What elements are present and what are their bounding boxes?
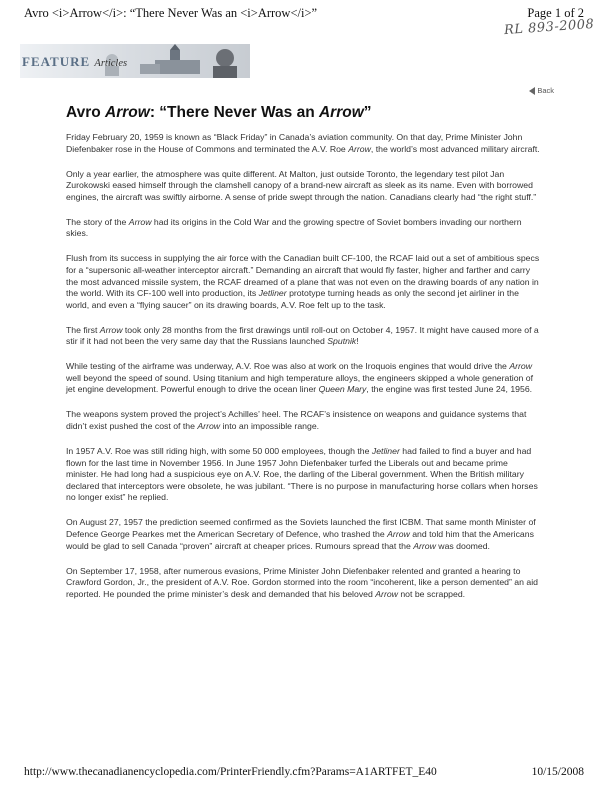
text-run: The story of the xyxy=(66,216,129,227)
print-footer-url: http://www.thecanadianencyclopedia.com/PrinterFriendly.cfm?Params=A1ARTFET_E40 xyxy=(24,766,437,778)
text-run: Flush from its success in supplying the air force with the Canadian built CF-100, the RCAF laid out a set of ambitious specs for a “supersonic all-weather interceptor aircraft.” Demanding an aircraft that would fly faster, higher and farther and carry the most advanced missile system, the RCAF dreamed of a plane that was not even on the drawing boards of any nation in the world. With its CF-100 well into production, its xyxy=(66,253,540,299)
text-run: not be scrapped. xyxy=(397,588,466,599)
text-run: In 1957 A.V. Roe was still riding high, with some 50 000 employees, though the xyxy=(66,446,372,457)
text-run-italic: Sputnik xyxy=(327,336,357,347)
text-run: and told him that the Americans would be glad to sell Canada “proven” aircraft at cheaper prices. Rumours spread that the xyxy=(66,528,534,551)
text-run: had failed to find a buyer and had flown for the last time in November 1956. In June 1957 John Diefenbaker turfed the Liberals out and became prime minister. He had long had a suspicious eye on A.V. Roe, the darling of the Liberal government. When the British military declared that interceptors were obsolete, he was jubilant. “There is no purpose in manufacturing horse collars when horses no longer exist” he replied. xyxy=(66,446,538,503)
article-paragraph xyxy=(66,325,542,348)
text-run-italic: Arrow xyxy=(387,528,410,539)
article-paragraph xyxy=(66,409,542,432)
text-run: The weapons system proved the project’s Achilles’ heel. The RCAF’s insistence on weapons and guidance systems that didn’t exist pushed the cost of the xyxy=(66,409,527,432)
text-run: was doomed. xyxy=(435,540,490,551)
text-run-italic: Jetliner xyxy=(371,446,400,457)
article-title xyxy=(66,104,542,122)
text-run: , the engine was first tested June 24, 1956. xyxy=(366,384,533,395)
text-run-italic: Jetliner xyxy=(258,288,287,299)
text-run: Only a year earlier, the atmosphere was quite different. At Malton, just outside Toronto, the legendary test pilot Jan Zurokowski eased himself through the clamshell canopy of a brand-new aircraft as sleek as its name. Even with borrowed engines, the aircraft was swiftly airborne. A sense of pride swept through the nation. Canadians clearly had “the right stuff.” xyxy=(66,168,537,202)
banner-feature-label: FEATURE xyxy=(22,54,91,69)
text-run-italic: Arrow xyxy=(99,324,123,335)
text-run-italic: Queen Mary xyxy=(318,384,367,395)
banner-title xyxy=(22,54,127,70)
text-run: The first xyxy=(66,324,100,335)
article-paragraph xyxy=(66,253,542,311)
text-run: , the world’s most advanced military aircraft. xyxy=(370,143,540,154)
print-header-page-number: Page 1 of 2 xyxy=(527,6,584,20)
title-part: Avro xyxy=(66,104,106,121)
text-run: While testing of the airframe was underway, A.V. Roe was also at work on the Iroquois engines that would drive the xyxy=(66,361,510,372)
handwritten-note: RL 893-2008 xyxy=(503,16,595,39)
text-run: prototype turning heads as only the second jet airliner in the world, and even a “flying saucer” on its drawing boards, A.V. Roe felt up to the task. xyxy=(66,288,519,310)
text-run: On August 27, 1957 the prediction seemed confirmed as the Soviets launched the first ICBM. That same month Minister of Defence George Pearkes met the American Secretary of Defence, who trashed the xyxy=(66,517,536,539)
article-paragraph xyxy=(66,566,542,601)
title-part-italic: Arrow xyxy=(318,104,364,121)
text-run-italic: Arrow xyxy=(348,143,371,154)
text-run: ! xyxy=(356,336,359,347)
title-part: : “There Never Was an xyxy=(149,104,319,121)
text-run: into an impossible range. xyxy=(220,421,320,432)
print-footer-date: 10/15/2008 xyxy=(531,766,584,778)
article-paragraph xyxy=(66,132,542,155)
print-header-title: Avro <i>Arrow</i>: “There Never Was an <i>Arrow</i>” xyxy=(24,6,318,20)
text-run-italic: Arrow xyxy=(413,540,436,551)
back-link-label: Back xyxy=(537,86,554,95)
back-link[interactable] xyxy=(529,86,554,95)
text-run-italic: Arrow xyxy=(128,216,152,227)
text-run: well beyond the speed of sound. Using titanium and high temperature alloys, the engineers skipped a whole generation of jet engine development. Powerful enough to drive the ocean liner xyxy=(66,372,534,395)
text-run-italic: Arrow xyxy=(375,588,398,599)
feature-articles-banner xyxy=(20,44,250,78)
text-run-italic: Arrow xyxy=(509,361,532,372)
text-run: took only 28 months from the first drawings until roll-out on October 4, 1957. It might have caused more of a stir if it had not been the very same day that the Russians launched xyxy=(66,324,539,347)
article-paragraph xyxy=(66,361,542,396)
article-body xyxy=(66,104,542,614)
text-run: Friday February 20, 1959 is known as “Black Friday” in Canada’s aviation community. On that day, Prime Minister John Diefenbaker rose in the House of Commons and terminated the A.V. Roe xyxy=(66,132,523,154)
article-paragraph xyxy=(66,217,542,240)
article-paragraph xyxy=(66,517,542,552)
article-paragraph xyxy=(66,169,542,204)
text-run-italic: Arrow xyxy=(197,421,221,432)
title-part: ” xyxy=(363,104,372,121)
banner-articles-label: Articles xyxy=(94,58,128,69)
back-arrow-icon xyxy=(529,87,535,95)
text-run: had its origins in the Cold War and the growing spectre of Soviet bombers invading our northern skies. xyxy=(66,216,522,239)
text-run: On September 17, 1958, after numerous evasions, Prime Minister John Diefenbaker relented and granted a hearing to Crawford Gordon, Jr., the president of A.V. Roe. Gordon stormed into the room “incoherent, like a person demented” an aid reported. He pounded the prime minister’s desk and demanded that his beloved xyxy=(66,565,538,599)
article-paragraph xyxy=(66,446,542,504)
title-part-italic: Arrow xyxy=(105,104,150,121)
